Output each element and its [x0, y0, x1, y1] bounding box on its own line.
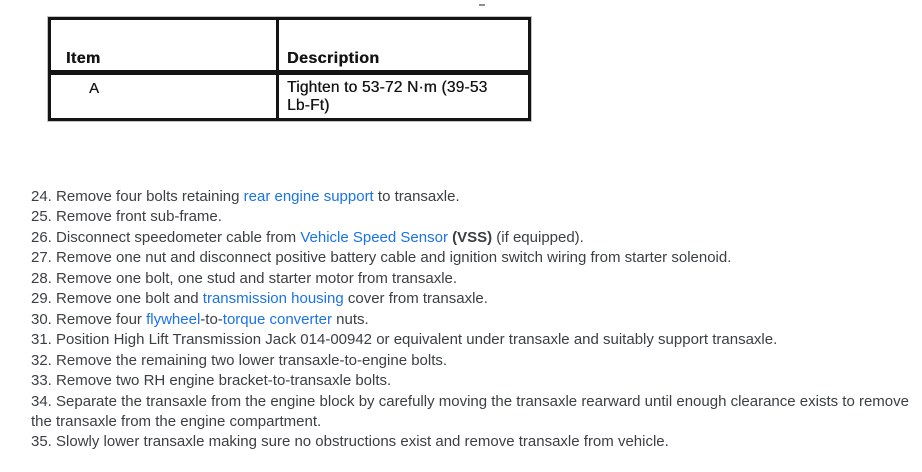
step-number: 31. — [31, 331, 57, 349]
procedure-step-35 — [31, 432, 911, 452]
step-number: 32. — [31, 351, 57, 369]
table-header-description-cell — [279, 20, 528, 75]
table-cell-item-a: A — [51, 75, 279, 118]
step-number: 35. — [31, 433, 57, 451]
step-text: (VSS) — [452, 228, 493, 246]
procedure-step-27 — [31, 248, 911, 268]
step-text: Remove front sub-frame. — [56, 208, 222, 226]
step-text: to transaxle. — [373, 188, 460, 205]
step-text: -to- — [200, 310, 223, 328]
step-text: Remove one nut and disconnect positive battery cable and ignition switch wiring from starter solenoid. — [56, 249, 732, 267]
step-text: Remove one bolt, one stud and starter motor from transaxle. — [56, 269, 458, 287]
torque-spec-table — [48, 17, 531, 121]
procedure-step-34 — [31, 392, 911, 433]
vehicle-speed-sensor-link[interactable]: Vehicle Speed Sensor — [300, 228, 448, 246]
step-number: 30. — [31, 310, 57, 328]
step-number: 28. — [31, 269, 57, 287]
step-text: Position High Lift Transmission Jack 014-00942 or equivalent under transaxle and suitably support transaxle. — [56, 331, 778, 349]
step-number: 33. — [31, 372, 57, 390]
step-number: 29. — [31, 290, 57, 308]
step-number: 24. — [31, 188, 57, 205]
procedure-step-29 — [31, 289, 911, 309]
table-header-item-cell — [51, 20, 279, 75]
step-text: Remove the remaining two lower transaxle-to-engine bolts. — [56, 351, 448, 369]
procedure-steps — [31, 187, 911, 453]
step-text: nuts. — [332, 310, 369, 328]
procedure-step-25 — [31, 207, 911, 227]
table-header-description: Description — [287, 50, 380, 67]
flywheel-link[interactable]: flywheel — [146, 310, 201, 328]
torque-converter-link[interactable]: torque converter — [222, 310, 333, 328]
step-number: 25. — [31, 208, 57, 226]
procedure-step-33 — [31, 371, 911, 391]
transmission-housing-link[interactable]: transmission housing — [202, 290, 344, 308]
step-number: 34. — [31, 392, 57, 410]
procedure-step-26 — [31, 228, 911, 248]
rear-engine-support-link[interactable]: rear engine support — [243, 188, 374, 205]
procedure-step-24 — [31, 187, 911, 207]
step-text: Separate the transaxle from the engine block by carefully moving the transaxle rearward until enough clearance exists to remove the transaxle from the engine compartment. — [31, 392, 909, 430]
step-text: Remove two RH engine bracket-to-transaxle bolts. — [56, 372, 392, 390]
step-text: (if equipped). — [492, 228, 584, 246]
step-text: Slowly lower transaxle making sure no obstructions exist and remove transaxle from vehicle. — [56, 433, 669, 451]
procedure-step-28 — [31, 269, 911, 289]
step-text: Remove four bolts retaining — [56, 188, 244, 205]
scan-artifact-speck — [479, 4, 485, 6]
step-number: 27. — [31, 249, 57, 267]
step-number: 26. — [31, 228, 57, 246]
table-cell-torque-description: Tighten to 53-72 N·m (39-53 Lb-Ft) — [287, 79, 488, 114]
procedure-step-31 — [31, 330, 911, 350]
table-header-item: Item — [66, 50, 101, 67]
step-text: cover from transaxle. — [343, 290, 488, 308]
procedure-step-32 — [31, 351, 911, 371]
step-text: Disconnect speedometer cable from — [56, 228, 301, 246]
step-text: Remove four — [56, 310, 147, 328]
step-text: Remove one bolt and — [56, 290, 203, 308]
procedure-step-30 — [31, 310, 911, 330]
